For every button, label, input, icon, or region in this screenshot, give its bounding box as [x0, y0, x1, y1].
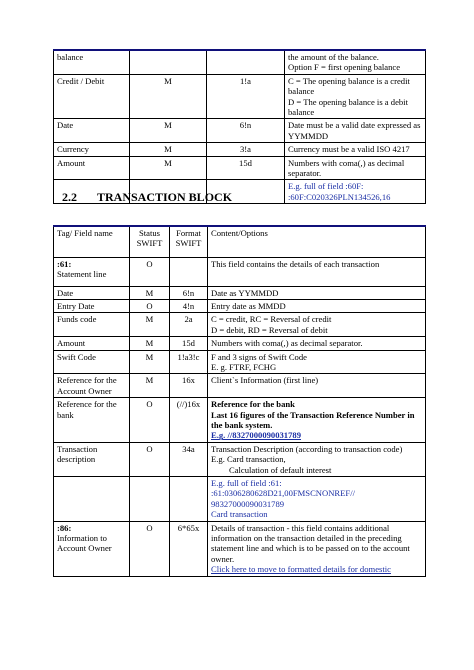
- format-cell: 1!a: [207, 74, 285, 119]
- header-format: Format SWIFT: [170, 226, 208, 257]
- content-line: Card transaction: [211, 509, 268, 520]
- content-line: C = credit, RC = Reversal of credit: [211, 314, 332, 325]
- format-cell: 6!n: [207, 119, 285, 143]
- format-cell: 16x: [170, 374, 208, 398]
- table-row: [54, 286, 426, 299]
- content-cell: Client`s Information (first line): [208, 374, 426, 398]
- content-cell: [285, 74, 426, 119]
- header-status: Status SWIFT: [130, 226, 170, 257]
- content-cell: This field contains the details of each transaction: [208, 257, 426, 286]
- content-line: :61:0306280628D21,00FMSCNONREF//: [211, 488, 355, 499]
- format-cell: [207, 50, 285, 74]
- format-cell: 1!a3!c: [170, 350, 208, 374]
- format-cell: [170, 477, 208, 522]
- status-cell: M: [130, 74, 207, 119]
- section-title: TRANSACTION BLOCK: [97, 190, 233, 204]
- content-cell: [208, 521, 426, 576]
- header-tag: Tag/ Field name: [54, 226, 130, 257]
- format-cell: 15d: [207, 156, 285, 180]
- format-cell: 2a: [170, 313, 208, 337]
- format-cell: 4!n: [170, 299, 208, 312]
- content-cell: [208, 313, 426, 337]
- header-content: Content/Options: [208, 226, 426, 257]
- table-row: [54, 299, 426, 312]
- reference-example: E.g. //8327000090031789: [211, 430, 301, 441]
- table-row: [54, 50, 426, 74]
- balance-fields-table: [53, 49, 426, 204]
- formatted-details-link[interactable]: Click here to move to formatted details for domestic: [211, 564, 391, 575]
- content-line: 98327000090031789: [211, 498, 285, 509]
- status-cell: M: [130, 313, 170, 337]
- content-cell: [285, 180, 426, 204]
- format-cell: [170, 257, 208, 286]
- table-row: [54, 156, 426, 180]
- content-line: D = debit, RD = Reversal of debit: [211, 324, 328, 335]
- status-cell: O: [130, 521, 170, 576]
- table-row: [54, 257, 426, 286]
- table-row: [54, 398, 426, 443]
- content-line: the amount of the balance.: [288, 52, 379, 62]
- content-cell: [285, 119, 426, 143]
- tag-cell: Entry Date: [54, 299, 130, 312]
- content-line: Date must be a valid date expressed as YYMMDD: [288, 120, 421, 141]
- tag-cell: Reference for the Account Owner: [54, 374, 130, 398]
- tag-cell: Swift Code: [54, 350, 130, 374]
- table-row: [54, 477, 426, 522]
- table-row: [54, 337, 426, 350]
- content-cell: [285, 156, 426, 180]
- tag-cell: [54, 257, 130, 286]
- content-line: Numbers with coma(,) as decimal separator.: [288, 157, 405, 179]
- content-line: E.g. Card transaction,: [211, 454, 286, 465]
- content-cell: [208, 442, 426, 476]
- format-cell: 15d: [170, 337, 208, 350]
- status-cell: [130, 477, 170, 522]
- status-cell: M: [130, 156, 207, 180]
- content-cell: Date as YYMMDD: [208, 286, 426, 299]
- tag-cell: Credit / Debit: [54, 74, 130, 119]
- table-row: [54, 74, 426, 119]
- status-cell: O: [130, 398, 170, 443]
- content-cell: Entry date as MMDD: [208, 299, 426, 312]
- tag-cell: [54, 477, 130, 522]
- table-row: [54, 350, 426, 374]
- content-line: Last 16 figures of the Transaction Reference Number in the bank system.: [211, 409, 415, 430]
- table-row: [54, 442, 426, 476]
- format-cell: 34a: [170, 442, 208, 476]
- content-cell: Numbers with coma(,) as decimal separator.: [208, 337, 426, 350]
- tag-label: Statement line: [57, 268, 107, 279]
- content-line: Option F = first opening balance: [288, 62, 401, 73]
- tag-cell: [54, 521, 130, 576]
- content-line: E.g. full of field :60F:: [288, 181, 364, 192]
- tag-cell: Date: [54, 119, 130, 143]
- content-cell: [208, 477, 426, 522]
- format-cell: 3!a: [207, 143, 285, 156]
- content-line: Reference for the bank: [211, 399, 295, 410]
- status-cell: M: [130, 286, 170, 299]
- content-cell: [208, 350, 426, 374]
- tag-cell: Amount: [54, 337, 130, 350]
- table-row: [54, 143, 426, 156]
- format-cell: 6!n: [170, 286, 208, 299]
- table-header-row: [54, 226, 426, 257]
- tag-code: :86:: [57, 522, 72, 533]
- section-number: 2.2: [62, 190, 77, 204]
- content-cell: [285, 50, 426, 74]
- status-cell: M: [130, 143, 207, 156]
- content-line: Calculation of default interest: [229, 464, 332, 475]
- status-cell: M: [130, 119, 207, 143]
- content-line: E.g. full of field :61:: [211, 478, 282, 488]
- tag-label: Information to Account Owner: [57, 533, 112, 554]
- content-line: F and 3 signs of Swift Code: [211, 351, 307, 362]
- status-cell: M: [130, 337, 170, 350]
- content-line: C = The opening balance is a credit balance: [288, 75, 410, 97]
- table-row: [54, 119, 426, 143]
- tag-cell: Transaction description: [54, 442, 130, 476]
- section-heading: [62, 190, 232, 205]
- status-cell: O: [130, 299, 170, 312]
- table-row: [54, 521, 426, 576]
- transaction-block-table: [53, 225, 426, 577]
- status-cell: M: [130, 350, 170, 374]
- content-line: E. g. FTRF, FCHG: [211, 361, 277, 372]
- status-cell: O: [130, 257, 170, 286]
- table-row: [54, 374, 426, 398]
- status-cell: M: [130, 374, 170, 398]
- tag-cell: Currency: [54, 143, 130, 156]
- content-cell: [285, 143, 426, 156]
- status-cell: [130, 50, 207, 74]
- content-line: :60F:C020326PLN134526,16: [288, 191, 391, 202]
- table-row: [54, 313, 426, 337]
- content-line: Currency must be a valid ISO 4217: [288, 144, 410, 155]
- format-cell: (//)16x: [170, 398, 208, 443]
- content-line: D = The opening balance is a debit balance: [288, 96, 408, 118]
- content-text: Details of transaction - this field contains additional information on the transaction detailed in the preceding statement line and which is to be passed on to the account owner.: [211, 522, 410, 564]
- tag-cell: Funds code: [54, 313, 130, 337]
- status-cell: O: [130, 442, 170, 476]
- content-line: Transaction Description (according to transaction code): [211, 443, 403, 454]
- tag-cell: balance: [54, 50, 130, 74]
- tag-cell: Amount: [54, 156, 130, 180]
- tag-cell: Reference for the bank: [54, 398, 130, 443]
- tag-cell: Date: [54, 286, 130, 299]
- tag-code: :61:: [57, 258, 72, 269]
- content-cell: [208, 398, 426, 443]
- format-cell: 6*65x: [170, 521, 208, 576]
